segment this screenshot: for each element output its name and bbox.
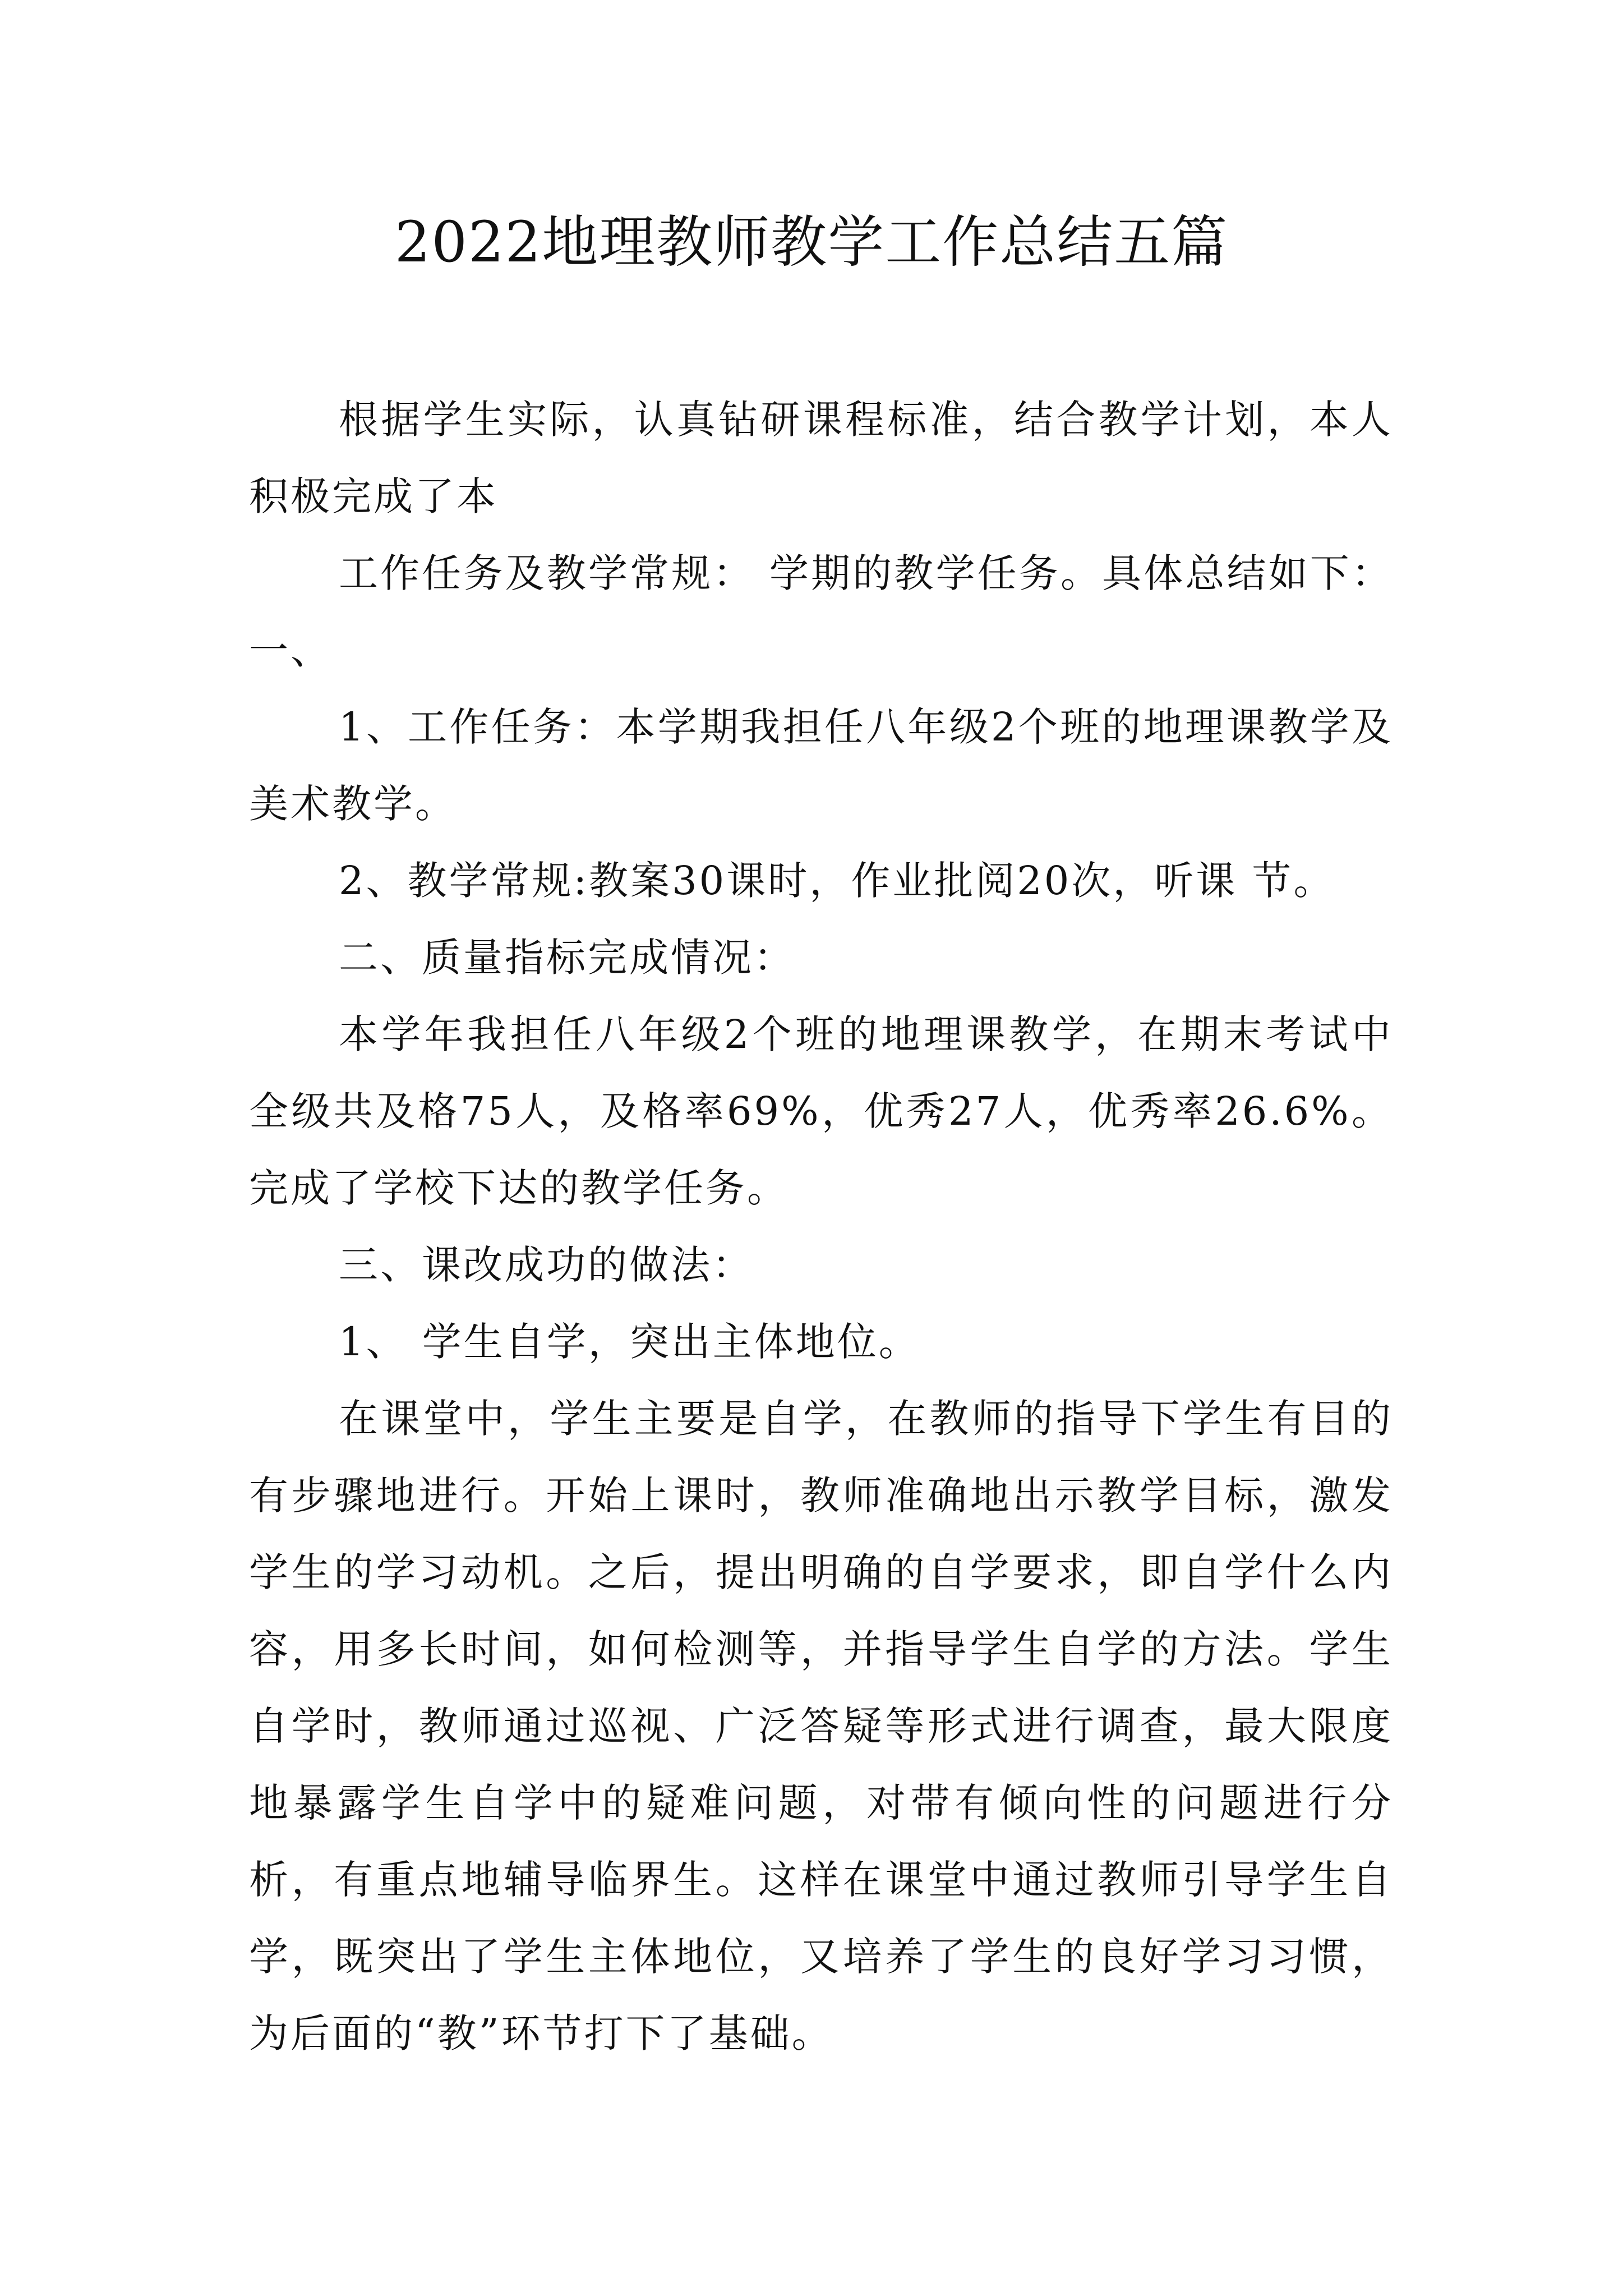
heading-reform-practices: 三、课改成功的做法：: [339, 1242, 754, 1288]
paragraph-classroom-self-study: 在课堂中，学生主要是自学，在教师的指导下学生有目的有步骤地进行。开始上课时，教师准确地出示教学目标，激发学生的学习动机。之后，提出明确的自学要求，即自学什么内容，用多长时间，如何检测等，并指导学生自学的方法。学生自学时，教师通过巡视、广泛答疑等形式进行调查，最大限度地暴露学生自学中的疑难问题，对带有倾向性的问题进行分析，有重点地辅导临界生。这样在课堂中通过教师引导学生自学，既突出了学生主体地位，又培养了学生的良好学习习惯，为后面的“教”环节打下了基础。: [249, 1396, 1393, 2056]
subheading-self-study: 1、 学生自学，突出主体地位。: [339, 1319, 920, 1365]
paragraph-tasks-summary: 工作任务及教学常规： 学期的教学任务。具体总结如下： 一、: [249, 550, 1393, 673]
paragraph-intro: 根据学生实际，认真钻研课程标准，结合教学计划，本人积极完成了本: [249, 397, 1393, 519]
heading-quality-indicators: 二、质量指标完成情况：: [339, 935, 795, 981]
document-title: 2022地理教师教学工作总结五篇: [394, 209, 1229, 275]
paragraph-work-tasks: 1、工作任务：本学期我担任八年级2个班的地理课教学及美术教学。: [249, 704, 1393, 827]
paragraph-teaching-routine: 2、教学常规:教案30课时，作业批阅20次，听课 节。: [339, 858, 1335, 904]
paragraph-exam-results: 本学年我担任八年级2个班的地理课教学，在期末考试中全级共及格75人，及格率69%，优秀27人，优秀率26.6%。完成了学校下达的教学任务。: [249, 1011, 1393, 1211]
document-body: [249, 381, 1393, 2072]
